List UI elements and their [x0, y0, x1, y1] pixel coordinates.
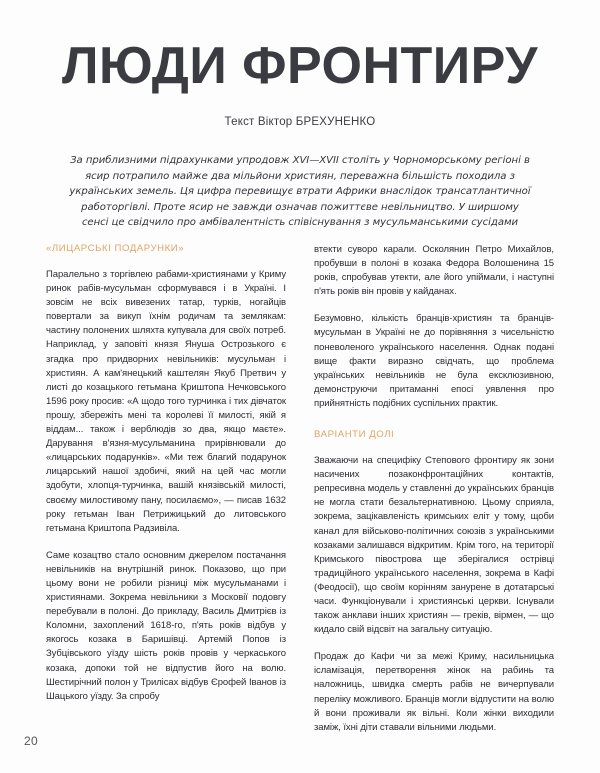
- paragraph: Саме козацтво стало основним джерелом постачання невільників на внутрішній ринок. Показово, що при цьому вони не робили різниці між мусульманами і християнами. Зокрема невільники з Московії подовгу перебували в полоні. До прикладу, Василь Дмитрієв із Коломни, захоплений 1618-го, п'ять років відбув у якогось козака в Баришівці. Артемій Попов із Зубцівського уїзду шість років провів у черкаського козака, допоки той не відпустив його на волю. Шестирічний полон у Трилісах відбув Єрофей Іванов із Шацького уїзду. За спробу: [46, 549, 286, 702]
- section-heading-fate-variants: ВАРІАНТИ ДОЛІ: [314, 429, 395, 441]
- page-title: ЛЮДИ ФРОНТИРУ: [61, 37, 539, 95]
- body-columns: [46, 243, 554, 733]
- paragraph: Паралельно з торгівлею рабами-християнами у Криму ринок рабів-мусульман сформувався і в Україні. І зовсім не всіх вивезених татар, турків, ногайців повертали за викуп їхнім родичам та землякам: частину полонених шляхта купувала для своїх потреб. Наприклад, у заповіті князя Януша Острозького є згадка про придворних невільників: мусульман і християн. А кам'янецький каштелян Якуб Претвич у листі до козацького гетьмана Криштопа Нечковського 1596 року просив: «А щодо того турчинка і тих дівчаток прошу, збережіть мені та королеві її милості, якій я віддам... також і верблюдів зо два, якщо маєте». Дарування в'язня-мусульманина прирівнювали до «лицарських подарунків». «Ми теж благий подарунок лицарський нашої здобичі, який на цей час могли здобути, хлопця-турчинка, вашій князівській милості, своєму милостивому пану, посилаємо», — писав 1632 року гетьман Іван Петрижицький до литовського гетьмана Криштопа Радзивіла.: [46, 269, 286, 534]
- masthead: [0, 0, 600, 128]
- right-column: [314, 243, 554, 733]
- paragraph: Безумовно, кількість бранців-християн та бранців-мусульман в Україні не до порівняння з чисельністю поневоленого українського населення. Однак подані вище факти виразно свідчать, що проблема українських невільників не була ексклюзивною, демонструючи притаманні епосі уявлення про прийнятність подібних суспільних практик.: [314, 313, 554, 409]
- section-heading-knightly-gifts: «ЛИЦАРСЬКІ ПОДАРУНКИ»: [46, 243, 185, 254]
- page-number: 20: [24, 734, 38, 748]
- paragraph: Продаж до Кафи чи за межі Криму, насильницька ісламізація, перетворення жінок на рабинь та наложниць, швидка смерть рабів не вичерпували переліку можливого. Бранців могли відпустити на волю й вони проживали як вільні. Коли жінки виходили заміж, їхні діти ставали вільними людьми.: [314, 651, 554, 733]
- paragraph: втекти суворо карали. Осколянин Петро Михайлов, пробувши в полоні в козака Федора Волошенина 15 років, спробував утекти, але його упіймали, і наступні п'ять років він провів у кайданах.: [314, 244, 554, 298]
- left-column: [46, 243, 286, 713]
- byline: Текст Віктор БРЕХУНЕНКО: [224, 116, 376, 128]
- standfirst-intro: За приблизними підрахунками упродовж XVI—XVII століть у Чорноморському регіоні в ясир потрапило майже два мільйони християн, переважна більшість походила з українських земель. Ця цифра перевищує втрати Африки внаслідок трансатлантичної работоргівлі. Проте ясир не завжди означав пожиттєве невільництво. У ширшому сенсі це свідчило про амбівалентність співіснування з мусульманськими сусідами: [69, 155, 531, 229]
- paragraph: Зважаючи на специфіку Степового фронтиру як зони насичених позаконфронтаційних контактів, репресивна модель у ставленні до українських бранців не могла стати безальтернативною. Цьому сприяла, зокрема, зацікавленість кримських еліт у тому, щоби канал для військово-політичних союзів з українськими козаками залишався відкритим. Крім того, на території Кримського півострова ще зберігалися острівці традиційного українського населення, зокрема в Кафі (Феодосії), що своїм корінням занурене в дотатарські часи. Функціонували і християнські церкви. Існували також анклави інших християн — греків, вірмен, — що кидало свій відсвіт на загальну ситуацію.: [314, 455, 554, 636]
